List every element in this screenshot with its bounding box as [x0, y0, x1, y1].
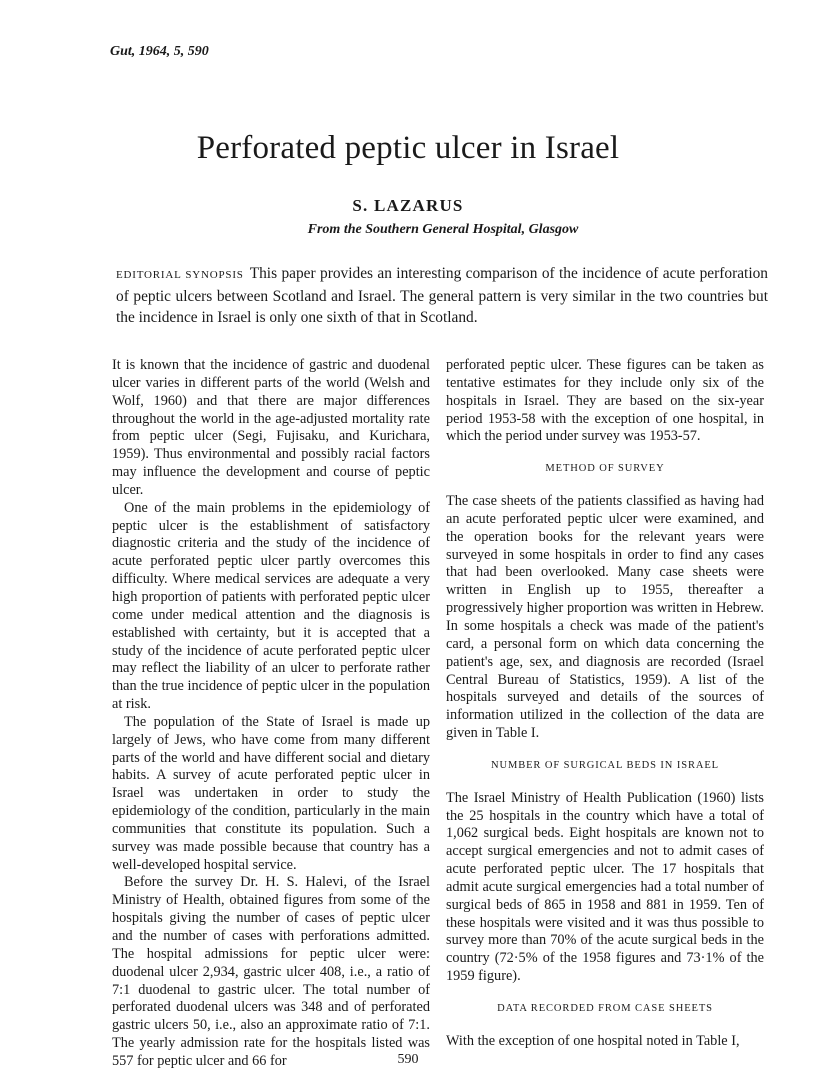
heading-surgical-beds: NUMBER OF SURGICAL BEDS IN ISRAEL [491, 759, 719, 771]
page-number: 590 [397, 1052, 419, 1067]
author-name: S. LAZARUS [352, 196, 464, 215]
heading-data-recorded: DATA RECORDED FROM CASE SHEETS [497, 1003, 713, 1014]
editorial-synopsis [116, 263, 768, 328]
left-column [112, 357, 430, 1071]
journal-citation: Gut, 1964, 5, 590 [110, 44, 209, 59]
right-column [446, 357, 764, 1051]
heading-method-of-survey: METHOD OF SURVEY [545, 463, 665, 475]
paragraph-epidemiology: One of the main problems in the epidemiology of peptic ulcer is the establishment of satisfactory diagnostic criteria and the study of the incidence of acute perforated peptic ulcer partly overcomes this difficulty. Where medical services are adequate a very high proportion of patients with perforated peptic ulcer come under medical attention and the diagnosis is established with certainty, but it is accepted that a study of the incidence of acute perforated peptic ulcer may reflect the liability of an ulcer to perforate rather than the true incidence of peptic ulcer in the population at risk. [112, 499, 430, 713]
paragraph-method: The case sheets of the patients classified as having had an acute perforated peptic ulcer were examined, and the operation books for the relevant years were surveyed in some hospitals in order to find any cases that had been overlooked. Many case sheets were written in English up to 1955, thereafter a progressively higher proportion was written in Hebrew. In some hospitals a check was made of the patient's card, a personal form on which data concerning the patient's age, sex, and diagnosis are recorded (Israel Central Bureau of Statistics, 1959). A list of the hospitals surveyed and details of the sources of information utilized in the collection of the data are given in Table I. [446, 493, 764, 742]
article-title: Perforated peptic ulcer in Israel [196, 130, 620, 166]
paragraph-surgical-beds: The Israel Ministry of Health Publication (1960) lists the 25 hospitals in the country which have a total of 1,062 surgical beds. Eight hospitals are known not to accept surgical emergencies and not to admit cases of acute perforated peptic ulcer. The 17 hospitals that admit acute surgical emergencies had a total number of surgical beds of 865 in 1958 and 881 in 1959. Ten of these hospitals were visited and it was thus possible to survey more than 70% of the acute surgical beds in the country (72·5% of the 1958 figures and 73·1% of the 1959 figure). [446, 789, 764, 985]
paragraph-continued: perforated peptic ulcer. These figures can be taken as tentative estimates for they include only six of the hospitals in Israel. They are based on the six-year period 1953-58 with the exception of one hospital, in which the period under survey was 1953-57. [446, 357, 764, 445]
synopsis-text: This paper provides an interesting comparison of the incidence of acute perforation of peptic ulcers between Scotland and Israel. The general pattern is very similar in the two countries but the incidence in Israel is only one sixth of that in Scotland. [116, 265, 768, 326]
paragraph-population: The population of the State of Israel is made up largely of Jews, who have come from many different parts of the world and have different social and dietary habits. A survey of acute perforated peptic ulcer in Israel was undertaken in order to study the epidemiology of the condition, particularly in the main communities that constitute its population. Such a survey was made possible because that country has a well-developed hospital service. [112, 713, 430, 873]
paragraph-halevi: Before the survey Dr. H. S. Halevi, of the Israel Ministry of Health, obtained figures from some of the hospitals giving the number of cases of peptic ulcer and the number of cases with perforations admitted. The hospital admissions for peptic ulcer were: duodenal ulcer 2,934, gastric ulcer 408, i.e., a ratio of 7:1 duodenal to gastric ulcer. The total number of perforated duodenal ulcers was 348 and of perforated gastric ulcers 50, i.e., also an approximate ratio of 7:1. The yearly admission rate for the hospitals listed was 557 for peptic ulcer and 66 for [112, 874, 430, 1069]
author-affiliation: From the Southern General Hospital, Glasgow [307, 222, 579, 237]
synopsis-label: EDITORIAL SYNOPSIS [116, 269, 244, 281]
paragraph-intro: It is known that the incidence of gastric and duodenal ulcer varies in different parts of the world (Welsh and Wolf, 1960) and that there are major differences throughout the world in the age-adjusted mortality rate from peptic ulcer (Segi, Fujisaku, and Kurichara, 1959). Thus environmental and possibly racial factors may influence the development and course of peptic ulcer. [112, 357, 430, 498]
paragraph-data-recorded: With the exception of one hospital noted in Table I, [446, 1032, 740, 1049]
